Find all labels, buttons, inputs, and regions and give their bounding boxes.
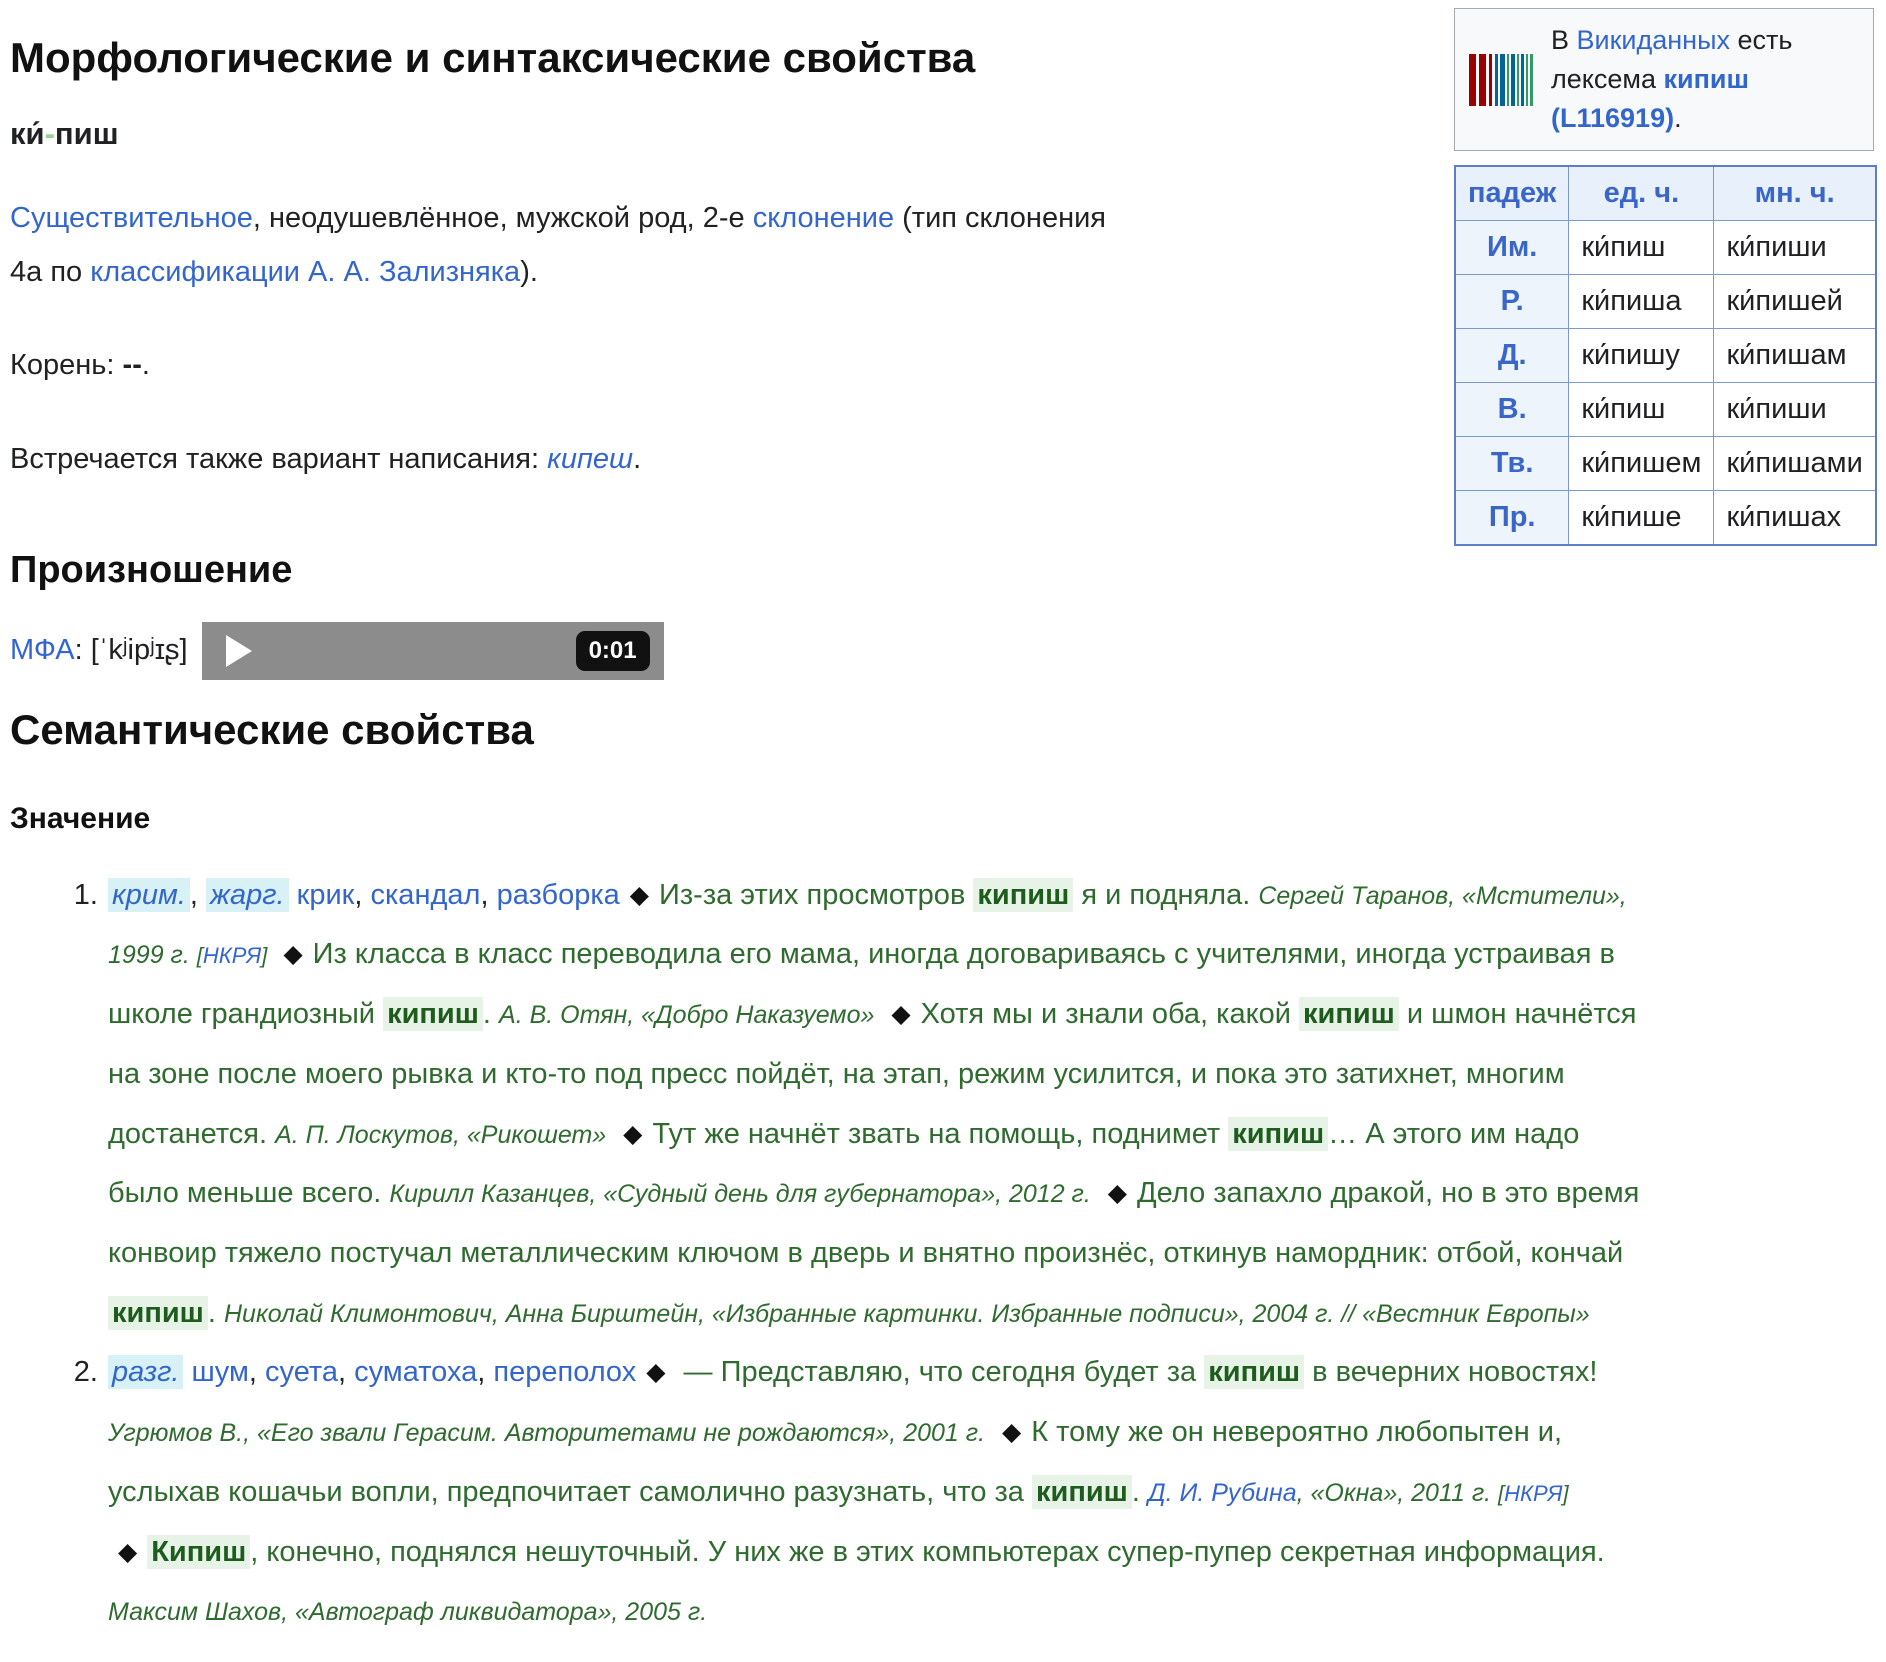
plain-text: , xyxy=(337,1356,355,1389)
section-title-semantics: Семантические свойства xyxy=(10,705,534,753)
example-text: и шмон начнётся на зоне после моего рывка и кто-то под пресс пойдёт, на этап, режим усилится, и пока это затихнет, многим достанется. xyxy=(108,998,1637,1150)
example-source: Угрюмов В., «Его звали Герасим. Авторитетами не рождаются», 2001 г. xyxy=(108,1419,992,1448)
word-link[interactable]: суета xyxy=(265,1356,338,1389)
wikidata-text xyxy=(1551,21,1859,138)
meaning-tag-link[interactable]: крим. xyxy=(108,878,190,912)
case-label: В. xyxy=(1455,383,1569,437)
header-plural: мн. ч. xyxy=(1714,166,1876,221)
header-case: падеж xyxy=(1455,166,1569,221)
example-text: . xyxy=(207,1296,224,1329)
example-source: Николай Климонтович, Анна Бирштейн, «Избранные картинки. Избранные подписи», 2004 г. // «Вестник Европы» xyxy=(223,1299,1590,1328)
example-text: я и подняла. xyxy=(1073,878,1259,911)
word-link[interactable]: шум xyxy=(191,1356,249,1389)
variant-text: Встречается также вариант написания: xyxy=(10,442,548,475)
meaning-item xyxy=(106,1343,1654,1642)
example-source: Сергей Таранов, «Мстители», 1999 г. xyxy=(108,881,1627,970)
form-singular: ки́пишу xyxy=(1569,329,1714,383)
table-row xyxy=(1455,491,1876,546)
table-row xyxy=(1455,275,1876,329)
example-diamond-icon: ◆ xyxy=(891,1000,911,1029)
ref-link[interactable]: НКРЯ xyxy=(202,943,262,969)
table-row xyxy=(1455,221,1876,275)
form-singular: ки́пише xyxy=(1569,491,1714,546)
example-text: Из класса в класс переводила его мама, иногда договариваясь с учителями, иногда устраивая в школе грандиозный xyxy=(108,938,1615,1031)
example-text: . xyxy=(1131,1475,1148,1508)
wikidata-suffix: . xyxy=(1674,103,1682,134)
example-text: . xyxy=(482,998,500,1031)
morphology-text3: ). xyxy=(520,255,538,288)
variant-period: . xyxy=(633,442,642,475)
wikidata-infobox xyxy=(1454,8,1874,151)
case-label: Тв. xyxy=(1455,437,1569,491)
right-column xyxy=(1454,8,1874,546)
form-plural: ки́пишах xyxy=(1714,491,1876,546)
example-text: — Представляю, что сегодня будет за xyxy=(675,1356,1205,1389)
headword-highlight: кипиш xyxy=(973,878,1073,912)
plain-text: , xyxy=(248,1356,266,1389)
headword-highlight: кипиш xyxy=(383,997,483,1031)
wikidata-lexeme-link[interactable]: кипиш (L116919) xyxy=(1551,64,1750,134)
form-singular: ки́пишем xyxy=(1569,437,1714,491)
table-row xyxy=(1455,437,1876,491)
word-link[interactable]: суматоха xyxy=(354,1356,478,1389)
plain-text xyxy=(183,1356,191,1388)
example-text: Из-за этих просмотров xyxy=(659,878,974,911)
example-source: Кирилл Казанцев, «Судный день для губернатора», 2012 г. xyxy=(389,1180,1098,1209)
example-diamond-icon: ◆ xyxy=(623,1119,643,1148)
form-plural: ки́пиши xyxy=(1714,221,1876,275)
ref-link[interactable]: НКРЯ xyxy=(1504,1480,1563,1506)
ref-bracket: [ xyxy=(196,943,203,969)
form-plural: ки́пишам xyxy=(1714,329,1876,383)
example-text: Хотя мы и знали оба, какой xyxy=(920,998,1299,1031)
word-link[interactable]: разборка xyxy=(496,878,620,911)
plain-text: , xyxy=(480,878,497,911)
example-text: … А этого им надо было меньше всего. xyxy=(108,1117,1580,1210)
example-text: в вечерних новостях! xyxy=(1304,1356,1598,1389)
form-singular: ки́пиш xyxy=(1569,383,1714,437)
declension-table xyxy=(1454,165,1877,546)
example-source: , «Окна», 2011 г. xyxy=(1296,1478,1499,1507)
headword-highlight: кипиш xyxy=(1228,1117,1328,1151)
example-source: А. В. Отян, «Добро Наказуемо» xyxy=(499,1001,882,1030)
ipa-link[interactable]: МФА xyxy=(10,634,75,667)
morphology-text2: (тип склонения 4а по xyxy=(10,202,1106,288)
form-plural: ки́пишей xyxy=(1714,275,1876,329)
headword-highlight: Кипиш xyxy=(147,1535,250,1569)
headword-part2: пиш xyxy=(54,116,119,151)
ref-bracket: ] xyxy=(1562,1480,1569,1506)
wikidata-link[interactable]: Викиданных xyxy=(1576,25,1730,55)
zaliznyak-classification-link[interactable]: классификации А. А. Зализняка xyxy=(90,255,521,288)
example-source: Максим Шахов, «Автограф ликвидатора», 2005 г. xyxy=(108,1598,708,1627)
plain-text: , xyxy=(477,1356,494,1389)
root-value: -- xyxy=(122,349,142,382)
example-diamond-icon: ◆ xyxy=(283,940,303,969)
ref-bracket: ] xyxy=(261,943,274,969)
plain-text: , xyxy=(354,878,371,911)
plain-text xyxy=(289,879,297,911)
audio-duration-badge: 0:01 xyxy=(576,631,650,671)
meaning-tag-link[interactable]: жарг. xyxy=(206,878,289,912)
case-label: Д. xyxy=(1455,329,1569,383)
case-label: Р. xyxy=(1455,275,1569,329)
table-row xyxy=(1455,383,1876,437)
ipa-transcription: : [ˈkʲipʲɪʂ] xyxy=(74,634,188,667)
wikidata-middle: есть лексема xyxy=(1551,25,1793,95)
section-title-morphology: Морфологические и синтаксические свойства xyxy=(10,34,976,81)
ref-bracket: [ xyxy=(1498,1480,1505,1506)
form-singular: ки́пиша xyxy=(1569,275,1714,329)
declension-link[interactable]: склонение xyxy=(752,202,895,234)
root-line xyxy=(10,339,1135,393)
example-text: К тому же он невероятно любопытен и, услыхав кошачьи вопли, предпочитает самолично разузнать, что за xyxy=(108,1416,1563,1508)
form-plural: ки́пишами xyxy=(1714,437,1876,491)
audio-player[interactable] xyxy=(202,622,664,680)
case-label: Им. xyxy=(1455,221,1569,275)
meanings-list xyxy=(10,866,1654,1643)
word-link[interactable]: переполох xyxy=(493,1356,637,1389)
example-diamond-icon: ◆ xyxy=(629,880,650,909)
variant-spelling-link[interactable]: кипеш xyxy=(547,442,634,475)
subsection-title-meaning: Значение xyxy=(10,801,151,835)
meaning-item xyxy=(106,866,1654,1344)
plain-text: , xyxy=(189,878,207,911)
word-link[interactable]: скандал xyxy=(370,878,481,911)
headword-highlight: кипиш xyxy=(1204,1355,1304,1389)
headword-highlight: кипиш xyxy=(1299,997,1399,1031)
root-period: . xyxy=(141,349,150,382)
form-singular: ки́пиш xyxy=(1569,221,1714,275)
table-row xyxy=(1455,329,1876,383)
section-title-pronunciation: Произношение xyxy=(10,548,293,591)
ipa-line xyxy=(10,634,188,667)
header-singular: ед. ч. xyxy=(1569,166,1714,221)
meaning-tag-link[interactable]: разг. xyxy=(108,1355,183,1389)
example-diamond-icon: ◆ xyxy=(1107,1179,1128,1208)
example-text: Тут же начнёт звать на помощь, поднимет xyxy=(652,1117,1229,1150)
headword-part1: ки́ xyxy=(10,116,45,151)
noun-link[interactable]: Существительное xyxy=(10,202,253,234)
declension-header-row xyxy=(1455,166,1876,221)
word-link[interactable]: крик xyxy=(296,878,355,911)
example-source-link[interactable]: Д. И. Рубина xyxy=(1147,1478,1297,1507)
wikidata-prefix: В xyxy=(1551,25,1577,55)
example-text: Дело запахло дракой, но в это время конвоир тяжело постучал металлическим ключом в дверь и внятно произнёс, откинув намордник: отбой, кончай xyxy=(108,1177,1640,1269)
hyphenation-dash: - xyxy=(44,116,55,151)
form-plural: ки́пиши xyxy=(1714,383,1876,437)
example-diamond-icon: ◆ xyxy=(1001,1418,1022,1447)
example-diamond-icon: ◆ xyxy=(646,1358,666,1387)
headword-highlight: кипиш xyxy=(1032,1475,1132,1509)
play-icon[interactable] xyxy=(226,635,252,667)
example-text: , конечно, поднялся нешуточный. У них же в этих компьютерах супер-пупер секретная информация. xyxy=(250,1535,1605,1568)
root-label: Корень: xyxy=(10,349,123,382)
ipa-row xyxy=(10,622,1874,680)
example-source: А. П. Лоскутов, «Рикошет» xyxy=(275,1120,614,1149)
example-diamond-icon: ◆ xyxy=(118,1537,138,1566)
morphology-text1: , неодушевлённое, мужской род, 2-е xyxy=(252,202,753,234)
case-label: Пр. xyxy=(1455,491,1569,546)
headword-highlight: кипиш xyxy=(108,1296,208,1330)
morphology-description xyxy=(10,192,1135,299)
variant-line xyxy=(10,433,1135,487)
wikidata-icon xyxy=(1469,52,1535,108)
